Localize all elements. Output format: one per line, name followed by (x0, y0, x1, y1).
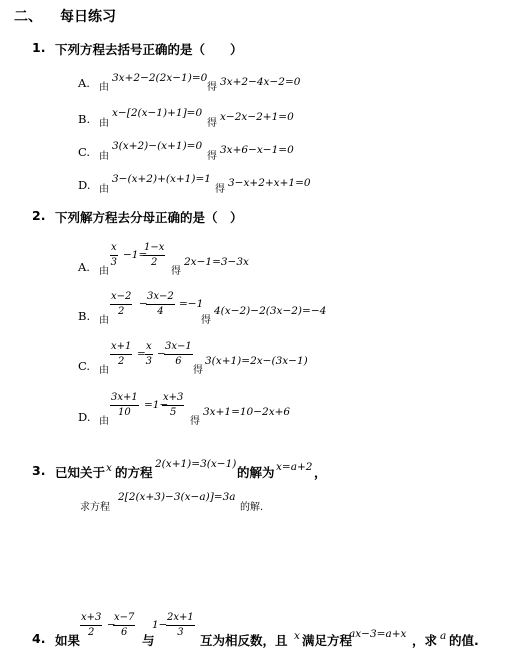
q4-text: 的值. (449, 633, 479, 648)
option-mid: 得 (190, 416, 200, 427)
q3-text: 已知关于 (55, 465, 106, 480)
option-prefix: 由 (99, 151, 109, 162)
option-equation: x−[2(x−1)+1]=0 (112, 107, 203, 119)
option-equation: 3x+2−2(2x−1)=0 (112, 72, 208, 84)
fraction-numerator: x+3 (162, 392, 184, 406)
option-prefix: 由 (99, 118, 109, 129)
q4-equation: ax−3=a+x (349, 628, 407, 640)
option-result: 3x+1=10−2x+6 (203, 406, 291, 418)
q4-text: 互为相反数，且 (200, 633, 288, 648)
fraction-denominator: 4 (157, 306, 164, 317)
fraction-numerator: 2x+1 (166, 612, 195, 626)
fraction (110, 242, 118, 269)
fraction (110, 341, 132, 368)
fraction-denominator: 6 (121, 627, 128, 638)
q3-text: 求方程 (80, 502, 110, 513)
fraction (162, 392, 184, 419)
option-label: D. (78, 178, 91, 192)
operator: = (137, 348, 146, 360)
option-prefix: 由 (99, 365, 109, 376)
option-label: B. (78, 112, 91, 126)
option-mid: 得 (207, 118, 217, 129)
fraction-denominator: 2 (118, 356, 125, 367)
fraction-denominator: 6 (175, 356, 182, 367)
fraction-denominator: 5 (170, 407, 177, 418)
fraction-denominator: 2 (88, 627, 95, 638)
option-mid: 得 (207, 151, 217, 162)
option-result: 3x+6−x−1=0 (220, 144, 294, 156)
option-label: D. (78, 410, 91, 424)
fraction (80, 612, 102, 639)
option-mid: 得 (215, 184, 225, 195)
option-label: A. (78, 260, 90, 274)
section-number: 二、 (14, 9, 42, 25)
option-label: B. (78, 309, 91, 323)
q3-variable: x (106, 462, 112, 474)
option-result: 3x+2−4x−2=0 (220, 76, 301, 88)
fraction-numerator: x−7 (113, 612, 135, 626)
operator: − (157, 348, 166, 360)
option-label: C. (78, 145, 91, 159)
option-equation: 3−(x+2)+(x+1)=1 (112, 173, 211, 185)
fraction-denominator: 2 (151, 257, 158, 268)
q4-text: 如果 (55, 633, 81, 648)
fraction (166, 612, 195, 639)
q4-variable: x (294, 630, 300, 642)
fraction (145, 341, 153, 368)
fraction (110, 392, 139, 419)
q3-number: 3. (32, 463, 46, 478)
option-result: 2x−1=3−3x (184, 256, 249, 268)
fraction (146, 291, 175, 318)
fraction (143, 242, 165, 269)
operator: −1= (123, 249, 148, 261)
fraction-numerator: x+3 (80, 612, 102, 626)
operator: =1− (144, 399, 169, 411)
option-result: 4(x−2)−2(3x−2)=−4 (214, 305, 327, 317)
q3-text: 的方程 (115, 465, 153, 480)
q4-number: 4. (32, 631, 46, 646)
fraction (110, 291, 132, 318)
option-equation: 3(x+2)−(x+1)=0 (112, 140, 203, 152)
fraction-numerator: 1−x (143, 242, 165, 256)
q3-text: 的解为 (237, 465, 275, 480)
fraction-numerator: x (145, 341, 153, 355)
q4-text: 满足方程 (302, 633, 353, 648)
fraction-denominator: 3 (145, 356, 152, 367)
fraction-numerator: 3x−2 (146, 291, 175, 305)
section-title: 每日练习 (60, 9, 116, 25)
fraction-denominator: 2 (118, 306, 125, 317)
option-prefix: 由 (99, 82, 109, 93)
fraction (113, 612, 135, 639)
q3-text: 的解. (240, 502, 264, 513)
operator: 1− (152, 619, 168, 631)
fraction-denominator: 3 (110, 257, 117, 268)
q2-title: 下列解方程去分母正确的是（ ） (55, 210, 243, 225)
option-mid: 得 (193, 365, 203, 376)
fraction-numerator: 3x−1 (164, 341, 193, 355)
option-result: x−2x−2+1=0 (220, 111, 294, 123)
option-prefix: 由 (99, 416, 109, 427)
option-mid: 得 (171, 266, 181, 277)
q4-text: ，求 (412, 633, 438, 648)
option-mid: 得 (207, 82, 217, 93)
fraction-denominator: 3 (177, 627, 184, 638)
q3-equation: 2(x+1)=3(x−1) (155, 458, 237, 470)
q3-text: ， (314, 465, 327, 480)
option-label: A. (78, 76, 90, 90)
fraction-numerator: x (110, 242, 118, 256)
fraction-denominator: 10 (118, 407, 131, 418)
option-prefix: 由 (99, 266, 109, 277)
q3-equation: 2[2(x+3)−3(x−a)]=3a (118, 491, 236, 503)
operator: =−1 (179, 298, 204, 310)
option-prefix: 由 (99, 315, 109, 326)
fraction (164, 341, 193, 368)
q1-number: 1. (32, 40, 46, 55)
operator: − (107, 619, 116, 631)
q4-variable: a (440, 630, 447, 642)
q2-number: 2. (32, 208, 46, 223)
fraction-numerator: x+1 (110, 341, 132, 355)
q4-text: 与 (142, 633, 155, 648)
q3-solution: x=a+2 (276, 461, 313, 473)
option-result: 3−x+2+x+1=0 (228, 177, 311, 189)
option-prefix: 由 (99, 184, 109, 195)
option-label: C. (78, 359, 91, 373)
operator: − (139, 298, 148, 310)
fraction-numerator: 3x+1 (110, 392, 139, 406)
q1-title: 下列方程去括号正确的是（ ） (55, 42, 243, 57)
fraction-numerator: x−2 (110, 291, 132, 305)
option-mid: 得 (201, 315, 211, 326)
option-result: 3(x+1)=2x−(3x−1) (205, 355, 308, 367)
